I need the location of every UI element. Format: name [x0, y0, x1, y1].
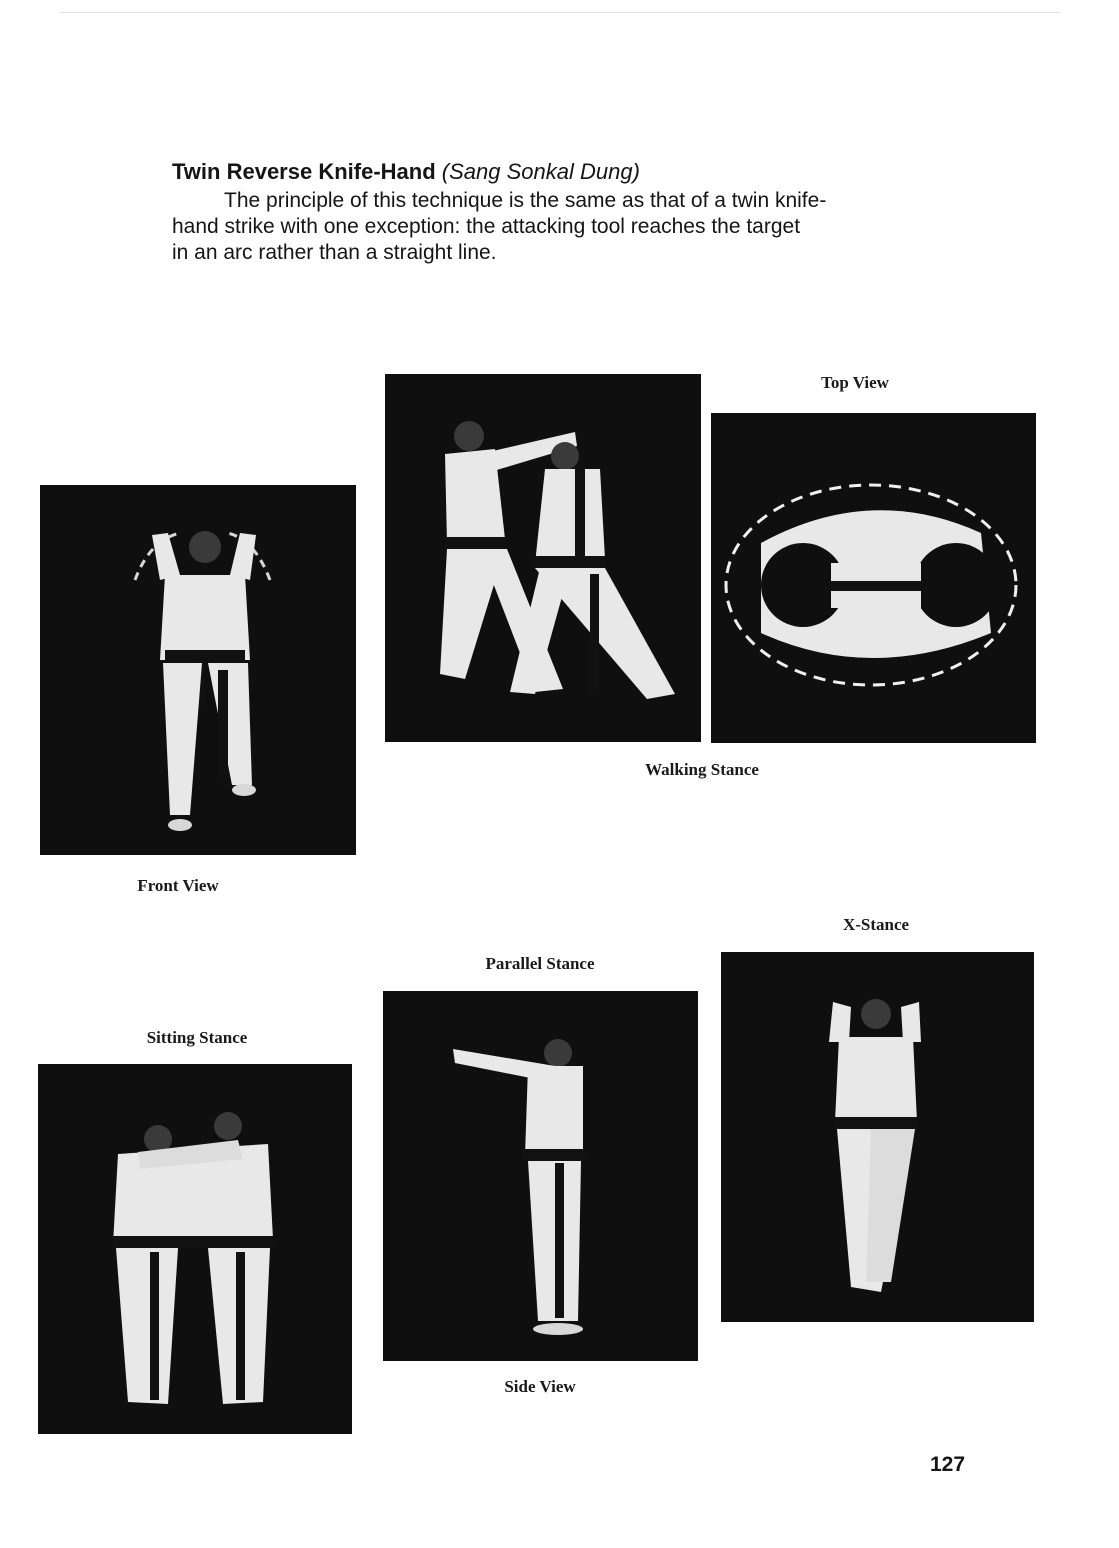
page-number: 127 [930, 1453, 966, 1476]
top-view-circle-photo [711, 413, 1036, 743]
sitting-stance-photo [38, 1064, 352, 1434]
description-line: in an arc rather than a straight line. [172, 241, 497, 264]
x-stance-pose-photo [721, 952, 1034, 1322]
sitting-stance-caption: Sitting Stance [146, 1028, 248, 1047]
top-view-photo [711, 413, 1036, 743]
side-view-caption: Side View [504, 1377, 576, 1396]
front-view-pose-photo [40, 485, 356, 855]
walking-stance-photo [385, 374, 701, 742]
side-view-pose-photo [383, 991, 698, 1361]
top-rule [60, 12, 1060, 13]
description-line: hand strike with one exception: the attacking tool reaches the target [172, 215, 801, 238]
x-stance-caption: X-Stance [842, 915, 910, 934]
x-stance-photo [721, 952, 1034, 1322]
technique-heading [172, 158, 972, 186]
parallel-stance-caption: Parallel Stance [485, 954, 595, 973]
front-view-caption: Front View [137, 876, 219, 895]
description-line: The principle of this technique is the same as that of a twin knife- [224, 189, 827, 212]
sitting-stance-pair-photo [38, 1064, 352, 1434]
technique-description [172, 188, 972, 266]
technique-title: Twin Reverse Knife-Hand [172, 159, 436, 184]
front-view-photo [40, 485, 356, 855]
top-view-caption: Top View [821, 373, 889, 392]
technique-native-term: (Sang Sonkal Dung) [441, 159, 640, 184]
walking-stance-pair-photo [385, 374, 701, 742]
walking-stance-caption: Walking Stance [645, 760, 759, 779]
side-view-photo [383, 991, 698, 1361]
